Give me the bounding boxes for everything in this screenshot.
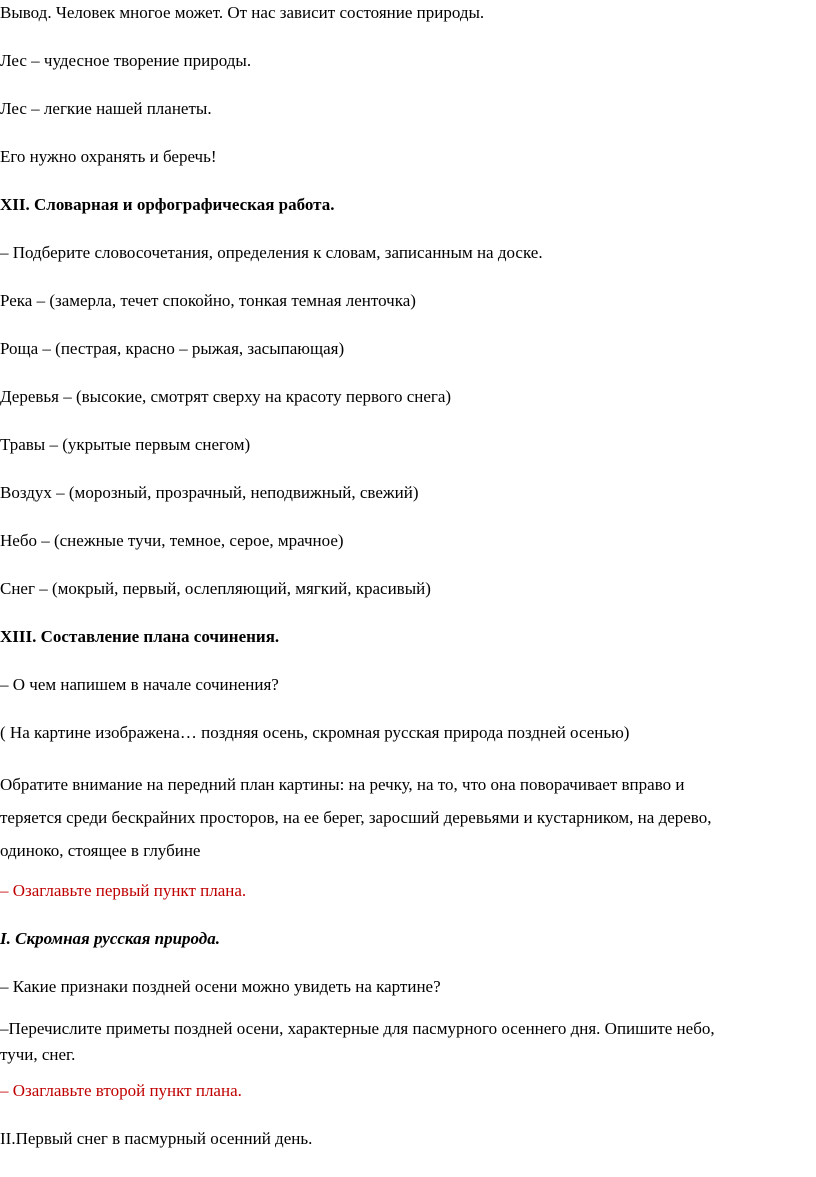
question-beginning: – О чем напишем в начале сочинения? xyxy=(0,675,279,694)
list-signs-line-2: тучи, снег. xyxy=(0,1045,76,1064)
vocab-river: Река – (замерла, течет спокойно, тонкая темная ленточка) xyxy=(0,291,416,310)
conclusion-line: Вывод. Человек многое может. От нас зависит состояние природы. xyxy=(0,3,485,22)
list-signs-line-1: –Перечислите приметы поздней осени, характерные для пасмурного осеннего дня. Опишите небо, xyxy=(0,1019,715,1038)
instruction-title-second-point: – Озаглавьте второй пункт плана. xyxy=(0,1081,242,1100)
vocab-air: Воздух – (морозный, прозрачный, неподвижный, свежий) xyxy=(0,483,419,502)
section-xii-heading: XII. Словарная и орфографическая работа. xyxy=(0,195,335,214)
vocab-snow: Снег – (мокрый, первый, ослепляющий, мягкий, красивый) xyxy=(0,579,431,598)
question-late-autumn-signs: – Какие признаки поздней осени можно увидеть на картине? xyxy=(0,977,441,996)
instruction-title-first-point: – Озаглавьте первый пункт плана. xyxy=(0,881,247,900)
attention-line-3: одиноко, стоящее в глубине xyxy=(0,841,201,860)
vocab-trees: Деревья – (высокие, смотрят сверху на красоту первого снега) xyxy=(0,387,452,406)
attention-line-1: Обратите внимание на передний план картины: на речку, на то, что она поворачивает вправо и xyxy=(0,775,685,794)
vocab-grove: Роща – (пестрая, красно – рыжая, засыпающая) xyxy=(0,339,345,358)
plan-point-one: I. Скромная русская природа. xyxy=(0,929,220,948)
protect-line: Его нужно охранять и беречь! xyxy=(0,147,217,166)
list-signs-paragraph xyxy=(0,1016,812,1068)
forest-lungs-line: Лес – легкие нашей планеты. xyxy=(0,99,212,118)
vocab-grass: Травы – (укрытые первым снегом) xyxy=(0,435,251,454)
forest-creation-line: Лес – чудесное творение природы. xyxy=(0,51,252,70)
vocab-sky: Небо – (снежные тучи, темное, серое, мрачное) xyxy=(0,531,344,550)
task-select-phrases: – Подберите словосочетания, определения к словам, записанным на доске. xyxy=(0,243,543,262)
plan-point-two: II.Первый снег в пасмурный осенний день. xyxy=(0,1129,313,1148)
answer-painting: ( На картине изображена… поздняя осень, скромная русская природа поздней осенью) xyxy=(0,723,630,742)
attention-line-2: теряется среди бескрайних просторов, на ее берег, заросший деревьями и кустарником, на дерево, xyxy=(0,808,712,827)
attention-paragraph xyxy=(0,768,812,867)
section-xiii-heading: XIII. Составление плана сочинения. xyxy=(0,627,280,646)
